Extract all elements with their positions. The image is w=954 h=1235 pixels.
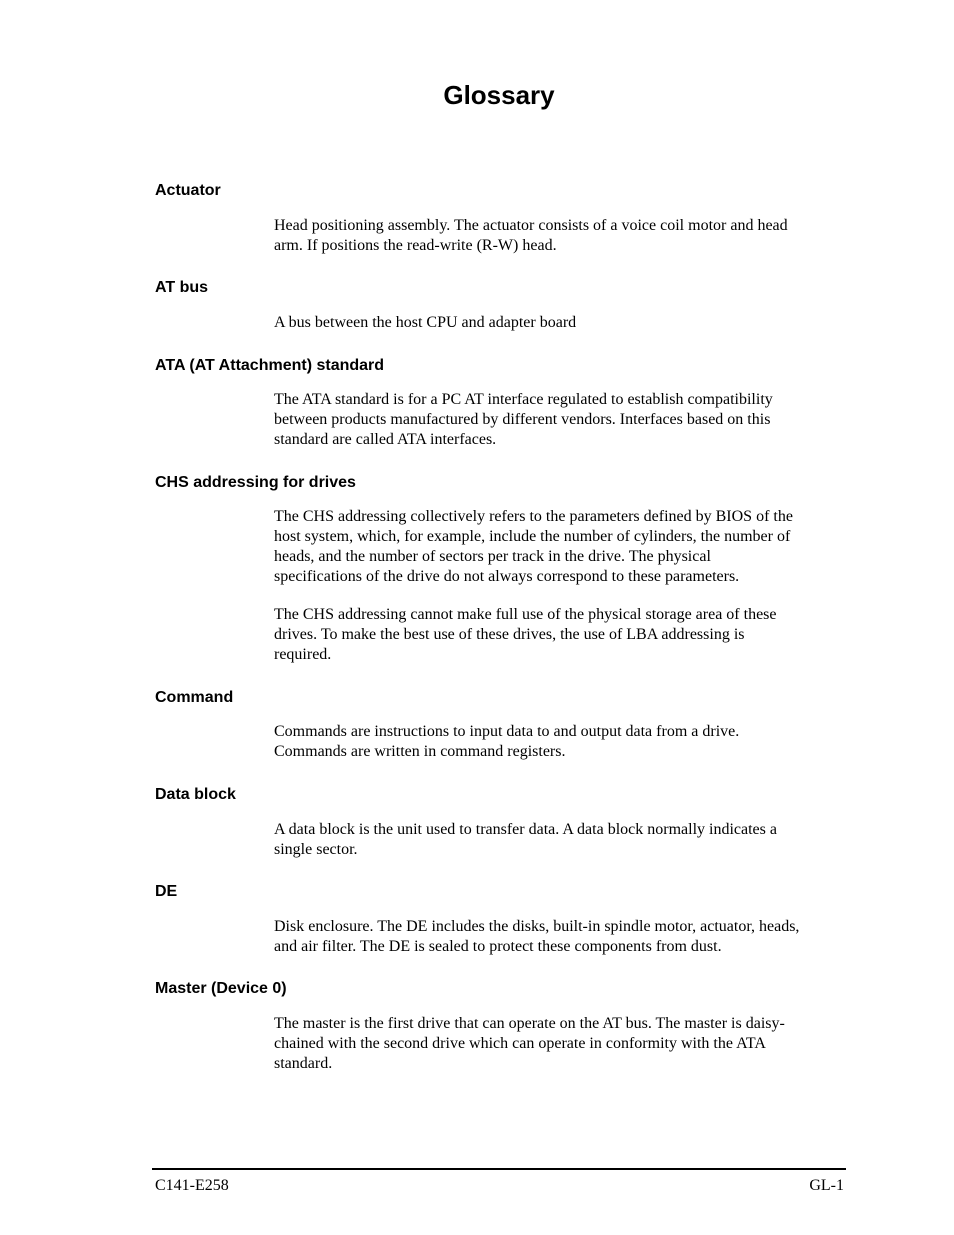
term-actuator: Actuator [155,182,221,199]
term-de: DE [155,883,178,900]
footer-document-code: C141-E258 [155,1177,229,1194]
definition-data-block: A data block is the unit used to transfer data. A data block normally indicates a single sector. [274,821,777,858]
term-command: Command [155,689,234,706]
definition-master-device-0: The master is the first drive that can operate on the AT bus. The master is daisy- chained with the second drive which can operate in conformity with the ATA standard. [274,1015,785,1072]
definition-de: Disk enclosure. The DE includes the disks, built-in spindle motor, actuator, heads, and air filter. The DE is sealed to protect these components from dust. [274,918,800,955]
term-chs-addressing: CHS addressing for drives [155,474,356,491]
definition-chs-addressing-1: The CHS addressing collectively refers to the parameters defined by BIOS of the host system, which, for example, include the number of cylinders, the number of heads, and the number of sectors per track in the drive. The physical specifications of the drive do not always correspond to these parameters. [274,508,793,585]
footer-divider [152,1168,846,1170]
definition-command: Commands are instructions to input data to and output data from a drive. Commands are written in command registers. [274,723,740,760]
footer-page-number: GL-1 [809,1177,844,1194]
definition-at-bus: A bus between the host CPU and adapter board [274,314,577,331]
term-master-device-0: Master (Device 0) [155,980,287,997]
page-title: Glossary [443,80,555,110]
term-ata-standard: ATA (AT Attachment) standard [155,357,385,374]
definition-ata-standard: The ATA standard is for a PC AT interface regulated to establish compatibility between products manufactured by different vendors. Interfaces based on this standard are called ATA interfaces. [274,391,773,448]
term-at-bus: AT bus [155,279,209,296]
definition-actuator: Head positioning assembly. The actuator consists of a voice coil motor and head arm. If positions the read-write (R-W) head. [274,217,788,254]
definition-chs-addressing-2: The CHS addressing cannot make full use of the physical storage area of these drives. To make the best use of these drives, the use of LBA addressing is required. [274,606,777,663]
term-data-block: Data block [155,786,236,803]
